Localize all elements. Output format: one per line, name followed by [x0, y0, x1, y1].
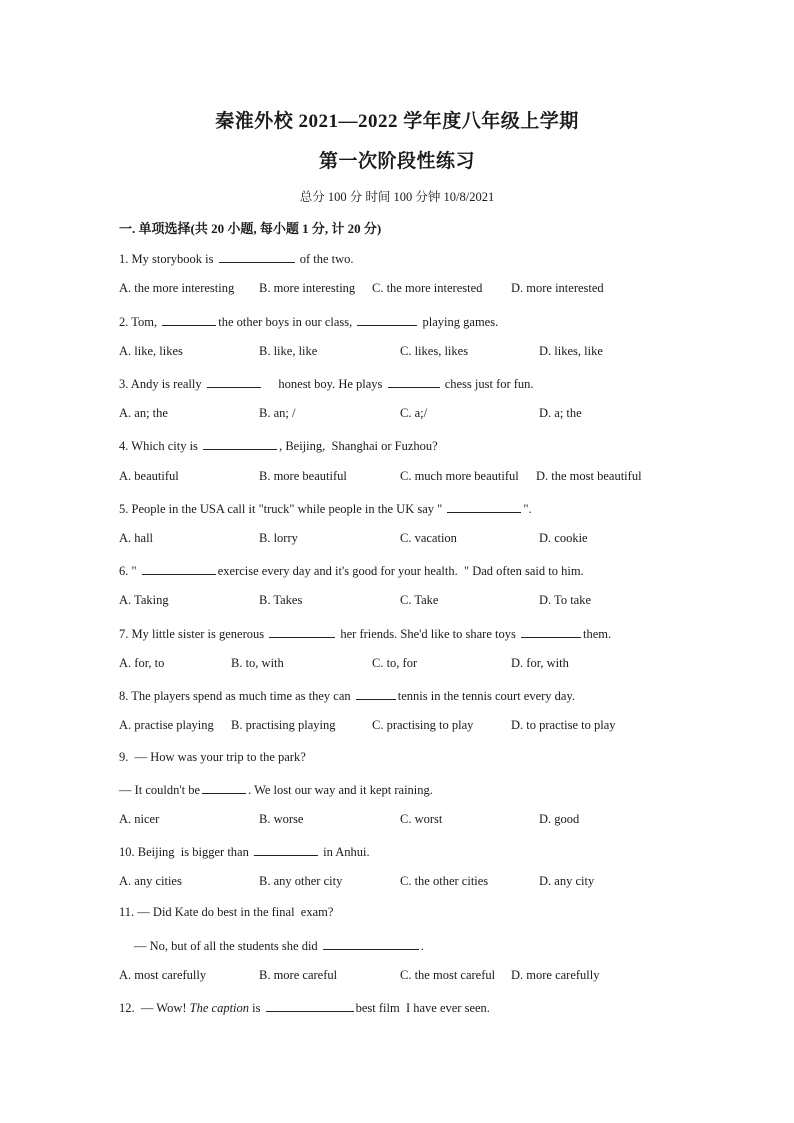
q11-stem2-b: .: [420, 939, 424, 953]
answer-blank: [269, 625, 335, 638]
answer-blank: [207, 375, 261, 388]
exam-subtitle: 第一次阶段性练习: [318, 151, 475, 172]
q11-option-c: C. the most careful: [400, 968, 496, 982]
q11-option-b: B. more careful: [259, 968, 338, 982]
q3-option-b: B. an; /: [259, 406, 296, 420]
q11-option-a: A. most carefully: [119, 968, 207, 982]
question-4: [119, 437, 438, 454]
answer-blank: [202, 781, 246, 794]
answer-blank: [162, 313, 216, 326]
q12-stem-b: is: [249, 1001, 264, 1015]
q10-stem-a: 10. Beijing is bigger than: [119, 845, 252, 859]
q2-option-c: C. likes, likes: [400, 344, 469, 358]
q2-stem-a: 2. Tom,: [119, 315, 161, 329]
answer-blank: [254, 843, 318, 856]
q2-option-a: A. like, likes: [119, 344, 183, 358]
q7-option-c: C. to, for: [372, 656, 418, 670]
q4-option-d: D. the most beautiful: [536, 469, 642, 483]
q4-option-a: A. beautiful: [119, 469, 179, 483]
q9-stem-a: 9. — How was your trip to the park?: [119, 750, 306, 764]
q6-stem-a: 6. ": [119, 564, 140, 578]
q1-stem-b: of the two.: [296, 252, 354, 266]
q8-stem-b: tennis in the tennis court every day.: [397, 689, 576, 703]
answer-blank: [447, 500, 521, 513]
question-7: [119, 625, 611, 642]
q9-option-c: C. worst: [400, 812, 443, 826]
q1-option-b: B. more interesting: [259, 281, 356, 295]
q3-stem-b: honest boy. He plays: [262, 377, 386, 391]
answer-blank: [266, 999, 354, 1012]
q3-stem-c: chess just for fun.: [441, 377, 534, 391]
question-10: [119, 843, 370, 860]
q9-option-a: A. nicer: [119, 812, 160, 826]
q11-stem2-a: — No, but of all the students she did: [134, 939, 321, 953]
q7-option-b: B. to, with: [231, 656, 284, 670]
q2-option-b: B. like, like: [259, 344, 318, 358]
q9-stem2-b: . We lost our way and it kept raining.: [248, 783, 433, 797]
question-9: [119, 750, 306, 765]
answer-blank: [219, 250, 295, 263]
q7-stem-a: 7. My little sister is generous: [119, 627, 268, 641]
q7-stem-b: her friends. She'd like to share toys: [337, 627, 519, 641]
q8-option-b: B. practising playing: [231, 718, 336, 732]
q4-option-b: B. more beautiful: [259, 469, 347, 483]
q10-option-a: A. any cities: [119, 874, 182, 888]
q5-option-d: D. cookie: [539, 531, 588, 545]
q10-stem-b: in Anhui.: [319, 845, 370, 859]
q12-film-title: The caption: [189, 1001, 250, 1015]
question-12: [119, 999, 490, 1016]
answer-blank: [388, 375, 440, 388]
q5-option-c: C. vacation: [400, 531, 457, 545]
q1-option-a: A. the more interesting: [119, 281, 235, 295]
q6-option-c: C. Take: [400, 593, 439, 607]
question-2: [119, 313, 498, 330]
q10-option-b: B. any other city: [259, 874, 343, 888]
q10-option-d: D. any city: [539, 874, 595, 888]
q6-stem-b: exercise every day and it's good for your health. " Dad often said to him.: [217, 564, 584, 578]
answer-blank: [142, 562, 216, 575]
answer-blank: [203, 437, 277, 450]
q8-option-d: D. to practise to play: [511, 718, 616, 732]
q11-stem-a: 11. — Did Kate do best in the final exam?: [119, 905, 334, 919]
q5-option-a: A. hall: [119, 531, 154, 545]
q9-option-b: B. worse: [259, 812, 304, 826]
answer-blank: [357, 313, 417, 326]
q9-option-d: D. good: [539, 812, 580, 826]
q3-option-c: C. a;/: [400, 406, 428, 420]
answer-blank: [323, 937, 419, 950]
q12-stem-a: 12. — Wow!: [119, 1001, 190, 1015]
q2-option-d: D. likes, like: [539, 344, 603, 358]
q9-stem2-a: — It couldn't be: [119, 783, 201, 797]
q8-option-a: A. practise playing: [119, 718, 214, 732]
section-heading: 一. 单项选择(共 20 小题, 每小题 1 分, 计 20 分): [119, 221, 382, 236]
q7-stem-c: them.: [582, 627, 612, 641]
q6-option-a: A. Taking: [119, 593, 169, 607]
q10-option-c: C. the other cities: [400, 874, 489, 888]
q8-option-c: C. practising to play: [372, 718, 474, 732]
q8-stem-a: 8. The players spend as much time as they can: [119, 689, 354, 703]
question-3: [119, 375, 534, 392]
exam-meta: 总分 100 分 时间 100 分钟 10/8/2021: [299, 190, 495, 204]
q6-option-d: D. To take: [539, 593, 592, 607]
q7-option-a: A. for, to: [119, 656, 165, 670]
q3-option-d: D. a; the: [539, 406, 582, 420]
q2-stem-c: playing games.: [419, 315, 499, 329]
q6-option-b: B. Takes: [259, 593, 303, 607]
answer-blank: [521, 625, 581, 638]
q1-option-c: C. the more interested: [372, 281, 483, 295]
q4-stem-a: 4. Which city is: [119, 439, 202, 453]
q1-option-d: D. more interested: [511, 281, 604, 295]
q4-stem-b: , Beijing, Shanghai or Fuzhou?: [279, 439, 438, 453]
q7-option-d: D. for, with: [511, 656, 569, 670]
q5-stem-b: ".: [523, 502, 532, 516]
question-1: [119, 250, 354, 267]
q3-stem-a: 3. Andy is really: [119, 377, 205, 391]
question-6: [119, 562, 584, 579]
q5-option-b: B. lorry: [259, 531, 298, 545]
question-11: [119, 905, 333, 920]
q11-option-d: D. more carefully: [511, 968, 600, 982]
q5-stem-a: 5. People in the USA call it "truck" while people in the UK say ": [119, 502, 446, 516]
q4-option-c: C. much more beautiful: [400, 469, 519, 483]
answer-blank: [356, 687, 396, 700]
q2-stem-b: the other boys in our class,: [218, 315, 356, 329]
exam-title: 秦淮外校 2021—2022 学年度八年级上学期: [215, 111, 579, 132]
q3-option-a: A. an; the: [119, 406, 168, 420]
question-9-reply: [119, 781, 433, 798]
q1-stem-a: 1. My storybook is: [119, 252, 217, 266]
question-5: [119, 500, 532, 517]
q12-stem-c: best film I have ever seen.: [355, 1001, 490, 1015]
question-8: [119, 687, 575, 704]
question-11-reply: [134, 937, 424, 954]
